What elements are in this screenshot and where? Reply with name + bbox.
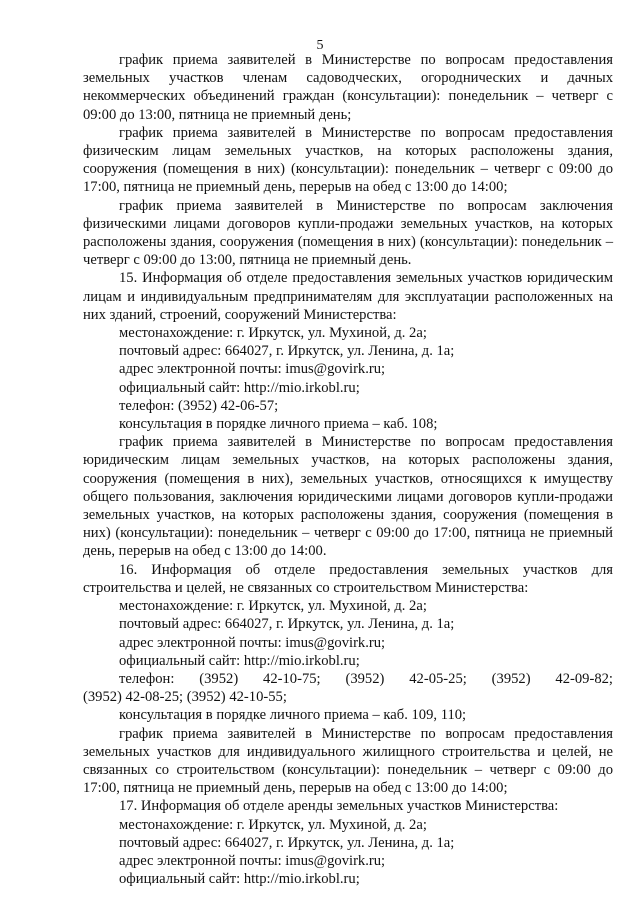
section-17-website: официальный сайт: http://mio.irkobl.ru; [119, 871, 360, 888]
section-17-heading: 17. Информация об отделе аренды земельных участков Министерства: [119, 798, 559, 815]
section-15-location: местонахождение: г. Иркутск, ул. Мухиной, д. 2а; [119, 325, 427, 342]
paragraph-schedule-garden-plots: график приема заявителей в Министерстве по вопросам предоставления земельных участков членам садоводческих, огороднических и дачных некоммерческих объединений граждан (консультации): понедельник – четверг с 09:00 до 13:00, пятница не приемный день; [83, 52, 613, 123]
section-16-phone-line-2: (3952) 42-08-25; (3952) 42-10-55; [83, 689, 287, 706]
page-number: 5 [316, 38, 324, 53]
section-16-consultation-rooms: консультация в порядке личного приема – каб. 109, 110; [119, 707, 467, 724]
section-15-postal-address: почтовый адрес: 664027, г. Иркутск, ул. Ленина, д. 1а; [119, 343, 455, 360]
section-15-schedule: график приема заявителей в Министерстве по вопросам предоставления юридическим лицам земельных участков, на которых расположены здания, сооружения (помещения в них), земельных участков, относящихся к имуществу общего пользования, заключения юридическими лицами договоров купли-продажи земельных участков, на которых расположены здания, сооружения (помещения в них) (консультации): понедельник – четверг с 09:00 до 17:00, пятница не приемный день, перерыв на обед с 13:00 до 14:00. [83, 434, 613, 560]
section-15-consultation-room: консультация в порядке личного приема – каб. 108; [119, 416, 438, 433]
section-16-postal-address: почтовый адрес: 664027, г. Иркутск, ул. Ленина, д. 1а; [119, 616, 455, 633]
section-17-email: адрес электронной почты: imus@govirk.ru; [119, 852, 386, 869]
section-15-phone: телефон: (3952) 42-06-57; [119, 397, 279, 414]
section-16-phone-line-1: телефон: (3952) 42-10-75; (3952) 42-05-25; (3952) 42-09-82; [119, 670, 613, 687]
section-16-location: местонахождение: г. Иркутск, ул. Мухиной, д. 2а; [119, 598, 427, 615]
section-15-email: адрес электронной почты: imus@govirk.ru; [119, 361, 386, 378]
section-16-email: адрес электронной почты: imus@govirk.ru; [119, 634, 386, 651]
section-15-heading: 15. Информация об отделе предоставления земельных участков юридическим лицам и индивидуальным предпринимателям для эксплуатации расположенных на них зданий, строений, сооружений Министерства: [83, 270, 613, 323]
paragraph-schedule-individuals: график приема заявителей в Министерстве по вопросам предоставления физическим лицам земельных участков, на которых расположены здания, сооружения (помещения в них) (консультации): понедельник – четверг с 09:00 до 17:00, пятница не приемный день, перерыв на обед с 13:00 до 14:00; [83, 124, 613, 196]
section-17-location: местонахождение: г. Иркутск, ул. Мухиной, д. 2а; [119, 816, 427, 833]
section-16-heading: 16. Информация об отделе предоставления земельных участков для строительства и целей, не связанных со строительством Министерства: [83, 561, 613, 596]
paragraph-schedule-purchase-contracts: график приема заявителей в Министерстве по вопросам заключения физическими лицами договоров купли-продажи земельных участков, на которых расположены здания, сооружения (помещения в них) (консультации): понедельник – четверг с 09:00 до 13:00, пятница не приемный день. [83, 197, 613, 269]
section-16-website: официальный сайт: http://mio.irkobl.ru; [119, 652, 360, 669]
section-15-website: официальный сайт: http://mio.irkobl.ru; [119, 379, 360, 396]
section-16-schedule: график приема заявителей в Министерстве по вопросам предоставления земельных участков для индивидуального жилищного строительства и целей, не связанных со строительством (консультации): понедельник – четверг с 09:00 до 17:00, пятница не приемный день, перерыв на обед с 13:00 до 14:00; [83, 725, 613, 797]
document-body [83, 51, 613, 888]
section-17-postal-address: почтовый адрес: 664027, г. Иркутск, ул. Ленина, д. 1а; [119, 834, 455, 851]
